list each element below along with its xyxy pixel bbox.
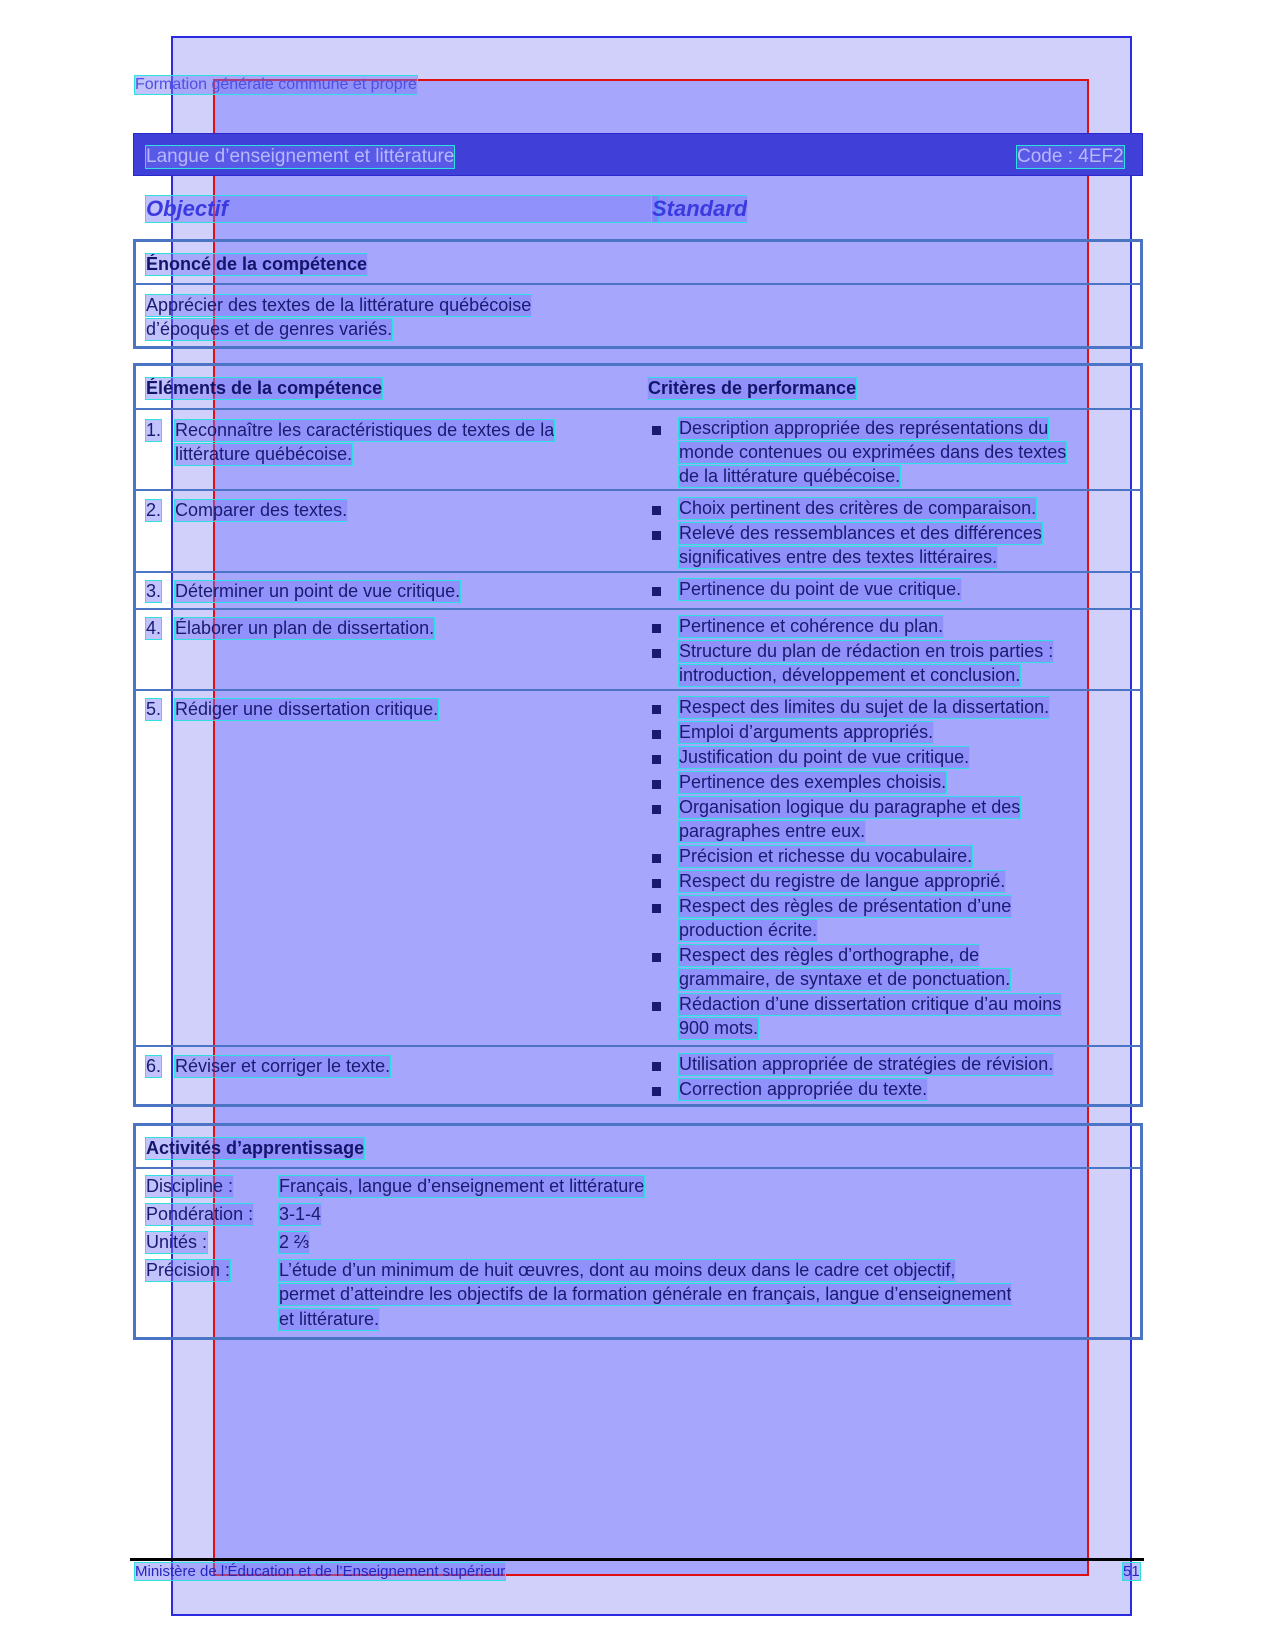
criterion-text: Organisation logique du paragraphe et des	[679, 797, 1021, 817]
criterion-text: Pertinence des exemples choisis.	[679, 772, 947, 792]
element-number: 5.	[146, 699, 162, 719]
criterion-text: Pertinence et cohérence du plan.	[679, 616, 944, 636]
criterion-text: 900 mots.	[679, 1018, 759, 1038]
bullet-icon	[652, 1062, 661, 1071]
discipline-label: Discipline :	[146, 1176, 234, 1196]
bullet-icon	[652, 705, 661, 714]
enonce-line-1: Apprécier des textes de la littérature québécoise	[146, 295, 532, 315]
criterion-text: Respect des règles d’orthographe, de	[679, 945, 980, 965]
criterion-text: Relevé des ressemblances et des différences	[679, 523, 1042, 543]
criterion-text: Choix pertinent des critères de comparaison.	[679, 498, 1037, 518]
bullet-icon	[652, 1087, 661, 1096]
section-header: Formation générale commune et propre	[135, 76, 417, 93]
precision-line-1: L’étude d’un minimum de huit œuvres, dont au moins deux dans le cadre cet objectif,	[279, 1260, 956, 1280]
bullet-icon	[652, 649, 661, 658]
bullet-icon	[652, 953, 661, 962]
criterion-text: Structure du plan de rédaction en trois parties :	[679, 641, 1054, 661]
bullet-icon	[652, 624, 661, 633]
bullet-icon	[652, 805, 661, 814]
table-header-divider	[133, 408, 1143, 410]
bullet-icon	[652, 531, 661, 540]
criterion-text: Pertinence du point de vue critique.	[679, 579, 962, 599]
precision-line-2: permet d’atteindre les objectifs de la formation générale en français, langue d’enseignement	[279, 1284, 1012, 1304]
bullet-icon	[652, 904, 661, 913]
criterion-text: Respect des limites du sujet de la dissertation.	[679, 697, 1050, 717]
element-number: 4.	[146, 618, 162, 638]
criterion-text: Correction appropriée du texte.	[679, 1079, 928, 1099]
criterion-text: de la littérature québécoise.	[679, 466, 901, 486]
elements-column-header: Éléments de la compétence	[146, 378, 383, 398]
element-number: 2.	[146, 500, 162, 520]
bullet-icon	[652, 506, 661, 515]
row-divider	[133, 608, 1143, 610]
criterion-text: grammaire, de syntaxe et de ponctuation.	[679, 969, 1011, 989]
criterion-text: Rédaction d’une dissertation critique d’au moins	[679, 994, 1062, 1014]
ponderation-value: 3-1-4	[279, 1204, 322, 1224]
discipline-value: Français, langue d’enseignement et littérature	[279, 1176, 645, 1196]
element-number: 6.	[146, 1056, 162, 1076]
bullet-icon	[652, 755, 661, 764]
element-text: Réviser et corriger le texte.	[175, 1056, 391, 1076]
footer-rule	[130, 1558, 1144, 1561]
criterion-text: Précision et richesse du vocabulaire.	[679, 846, 973, 866]
criterion-text: Respect du registre de langue approprié.	[679, 871, 1006, 891]
criterion-text: paragraphes entre eux.	[679, 821, 866, 841]
row-divider	[133, 1045, 1143, 1047]
element-text: Comparer des textes.	[175, 500, 348, 520]
course-title: Langue d’enseignement et littérature	[146, 146, 455, 167]
precision-line-3: et littérature.	[279, 1309, 380, 1329]
enonce-title: Énoncé de la compétence	[146, 254, 368, 274]
unites-value: 2 ⅔	[279, 1232, 310, 1252]
page-number: 51	[1123, 1563, 1140, 1580]
criterion-text: Utilisation appropriée de stratégies de révision.	[679, 1054, 1054, 1074]
criterion-text: significatives entre des textes littéraires.	[679, 547, 998, 567]
element-text: Déterminer un point de vue critique.	[175, 581, 461, 601]
activites-divider	[133, 1167, 1143, 1169]
footer-ministry: Ministère de l’Éducation et de l’Enseignement supérieur	[135, 1563, 506, 1580]
bullet-icon	[652, 780, 661, 789]
precision-label: Précision :	[146, 1260, 231, 1280]
course-code: Code : 4EF2	[1017, 146, 1124, 167]
ponderation-label: Pondération :	[146, 1204, 254, 1224]
element-text: Rédiger une dissertation critique.	[175, 699, 439, 719]
objectif-heading: Objectif	[146, 196, 658, 222]
row-divider	[133, 571, 1143, 573]
bullet-icon	[652, 426, 661, 435]
criterion-text: introduction, développement et conclusion.	[679, 665, 1021, 685]
criteria-column-header: Critères de performance	[648, 378, 857, 398]
criterion-text: Emploi d’arguments appropriés.	[679, 722, 934, 742]
criterion-text: production écrite.	[679, 920, 818, 940]
element-text: Élaborer un plan de dissertation.	[175, 618, 435, 638]
bullet-icon	[652, 730, 661, 739]
element-text: Reconnaître les caractéristiques de textes de la	[175, 420, 555, 440]
row-divider	[133, 689, 1143, 691]
criterion-text: monde contenues ou exprimées dans des textes	[679, 442, 1067, 462]
element-text: littérature québécoise.	[175, 444, 353, 464]
row-divider	[133, 489, 1143, 491]
bullet-icon	[652, 879, 661, 888]
bullet-icon	[652, 854, 661, 863]
element-number: 3.	[146, 581, 162, 601]
bullet-icon	[652, 1002, 661, 1011]
element-number: 1.	[146, 420, 162, 440]
standard-heading: Standard	[652, 196, 748, 221]
criterion-text: Justification du point de vue critique.	[679, 747, 970, 767]
enonce-line-2: d’époques et de genres variés.	[146, 319, 393, 339]
criterion-text: Respect des règles de présentation d’une	[679, 896, 1012, 916]
unites-label: Unités :	[146, 1232, 208, 1252]
activites-title: Activités d’apprentissage	[146, 1138, 365, 1158]
enonce-divider	[133, 283, 1143, 285]
criterion-text: Description appropriée des représentations du	[679, 418, 1049, 438]
bullet-icon	[652, 587, 661, 596]
